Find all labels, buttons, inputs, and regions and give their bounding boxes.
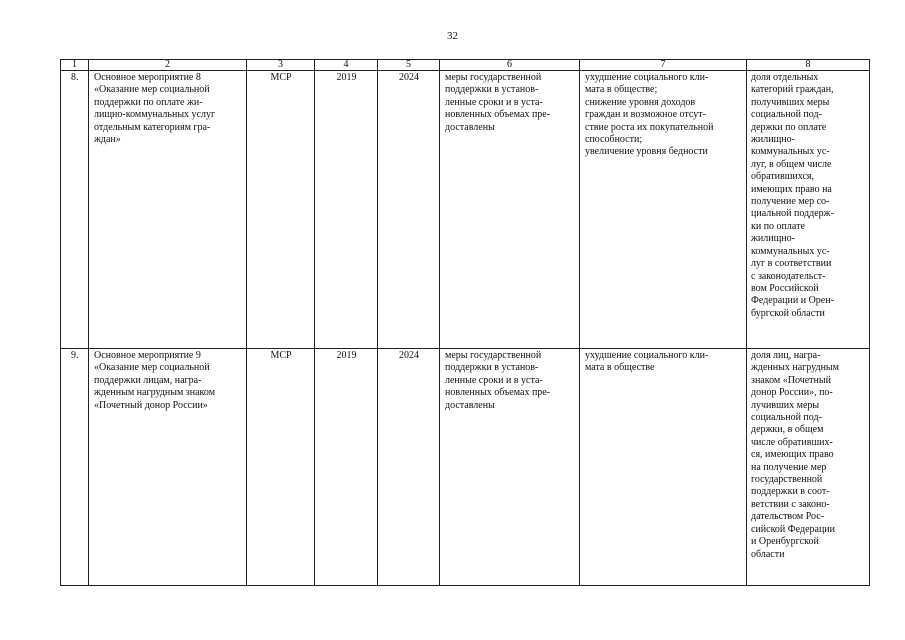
cell-text-line: Федерации и Орен- (751, 295, 834, 307)
cell-text-line: жденным нагрудным знаком (94, 387, 216, 399)
cell-text-line: ся, имеющих право (751, 449, 834, 461)
cell-text-line: ждан» (94, 134, 121, 146)
cell-text-line: получение мер со- (751, 196, 830, 208)
cell-text-line: числе обративших- (751, 436, 833, 448)
cell-text-line: ленные сроки и в уста- (445, 96, 543, 108)
cell-text-line: увеличение уровня бедности (585, 146, 708, 158)
cell-text-line: луг, в общем числе (751, 158, 832, 170)
cell-text-line: социальной под- (751, 109, 822, 121)
consequences-cell (580, 71, 747, 349)
indicator-cell (747, 71, 870, 349)
cell-text-line: области (751, 548, 785, 560)
cell-text-line: ветствии с законо- (751, 498, 830, 510)
cell-text-line: меры государственной (445, 72, 542, 83)
cell-text-line: граждан и возможное отсут- (585, 109, 706, 121)
cell-text-line: поддержки по оплате жи- (94, 96, 203, 108)
cell-text-line: ухудшение социального кли- (585, 72, 709, 83)
cell-text-line: доля отдельных (751, 72, 819, 83)
cell-text-line: сийской Федерации (751, 523, 836, 535)
cell-text-line: «Оказание мер социальной (94, 362, 210, 374)
executor-cell: МСР (247, 349, 315, 586)
result-cell (440, 71, 580, 349)
cell-text-line: и Оренбургской (751, 536, 819, 548)
cell-text-line: ки по оплате (751, 220, 805, 232)
cell-text-line: жилищно- (751, 233, 795, 245)
consequences-cell (580, 349, 747, 586)
cell-text-line: мата в обществе (585, 362, 655, 374)
cell-text-line: «Оказание мер социальной (94, 84, 210, 96)
cell-text-line: лищно-коммунальных услуг (94, 109, 216, 121)
cell-text-line: Основное мероприятие 8 (94, 72, 201, 83)
table-row (61, 71, 870, 349)
cell-text-line: новленных объемах пре- (445, 387, 551, 399)
cell-text-line: луг в соответствии (751, 258, 832, 270)
cell-text-line: донор России», по- (751, 387, 833, 399)
row-number: 8. (61, 71, 89, 349)
cell-text-line: «Почетный донор России» (94, 399, 208, 411)
cell-text-line: дательством Рос- (751, 511, 825, 523)
cell-text-line: доставлены (445, 399, 495, 411)
cell-text-line: бургской области (751, 307, 825, 319)
page-number: 32 (447, 30, 458, 42)
cell-text-line: на получение мер (751, 461, 827, 473)
cell-text-line: снижение уровня доходов (585, 96, 696, 108)
header-cell-5: 5 (378, 60, 440, 71)
header-cell-7: 7 (580, 60, 747, 71)
cell-text-line: категорий граждан, (751, 84, 834, 96)
cell-text-line: вом Российской (751, 282, 819, 294)
header-cell-6: 6 (440, 60, 580, 71)
cell-text-line: ленные сроки и в уста- (445, 374, 543, 386)
cell-text-line: доля лиц, награ- (751, 350, 821, 361)
start-year-cell: 2019 (315, 349, 378, 586)
cell-text-line: поддержки в установ- (445, 362, 539, 374)
indicator-cell (747, 349, 870, 586)
cell-text-line: держки, в общем (751, 424, 824, 436)
result-cell (440, 349, 580, 586)
cell-text-line: доставлены (445, 121, 495, 133)
start-year-cell: 2019 (315, 71, 378, 349)
cell-text-line: знаком «Почетный (751, 374, 831, 386)
cell-text-line: получивших меры (751, 96, 830, 108)
header-cell-4: 4 (315, 60, 378, 71)
cell-text-line: циальной поддерж- (751, 208, 834, 220)
measure-cell (89, 71, 247, 349)
end-year-cell: 2024 (378, 71, 440, 349)
measure-cell (89, 349, 247, 586)
cell-text-line: новленных объемах пре- (445, 109, 551, 121)
header-cell-3: 3 (247, 60, 315, 71)
table-row (61, 349, 870, 586)
cell-text-line: жилищно- (751, 134, 795, 146)
row-number: 9. (61, 349, 89, 586)
cell-text-line: поддержки в установ- (445, 84, 539, 96)
cell-text-line: держки по оплате (751, 121, 827, 133)
header-cell-2: 2 (89, 60, 247, 71)
cell-text-line: коммунальных ус- (751, 245, 830, 257)
cell-text-line: социальной под- (751, 412, 822, 424)
cell-text-line: ствие роста их покупательной (585, 121, 714, 133)
table-header-row (61, 60, 870, 71)
measures-table (60, 59, 870, 586)
cell-text-line: поддержки лицам, награ- (94, 374, 202, 386)
cell-text-line: лучивших меры (751, 399, 820, 411)
cell-text-line: Основное мероприятие 9 (94, 350, 201, 361)
cell-text-line: обратившихся, (751, 171, 815, 183)
cell-text-line: государственной (751, 474, 823, 486)
header-cell-8: 8 (747, 60, 870, 71)
header-cell-1: 1 (61, 60, 89, 71)
cell-text-line: жденных нагрудным (751, 362, 839, 374)
cell-text-line: поддержки в соот- (751, 486, 830, 498)
cell-text-line: имеющих право на (751, 183, 832, 195)
cell-text-line: меры государственной (445, 350, 542, 361)
cell-text-line: отдельным категориям гра- (94, 121, 211, 133)
cell-text-line: коммунальных ус- (751, 146, 830, 158)
cell-text-line: с законодательст- (751, 270, 826, 282)
cell-text-line: мата в обществе; (585, 84, 658, 96)
executor-cell: МСР (247, 71, 315, 349)
cell-text-line: ухудшение социального кли- (585, 350, 709, 361)
end-year-cell: 2024 (378, 349, 440, 586)
cell-text-line: способности; (585, 134, 643, 146)
